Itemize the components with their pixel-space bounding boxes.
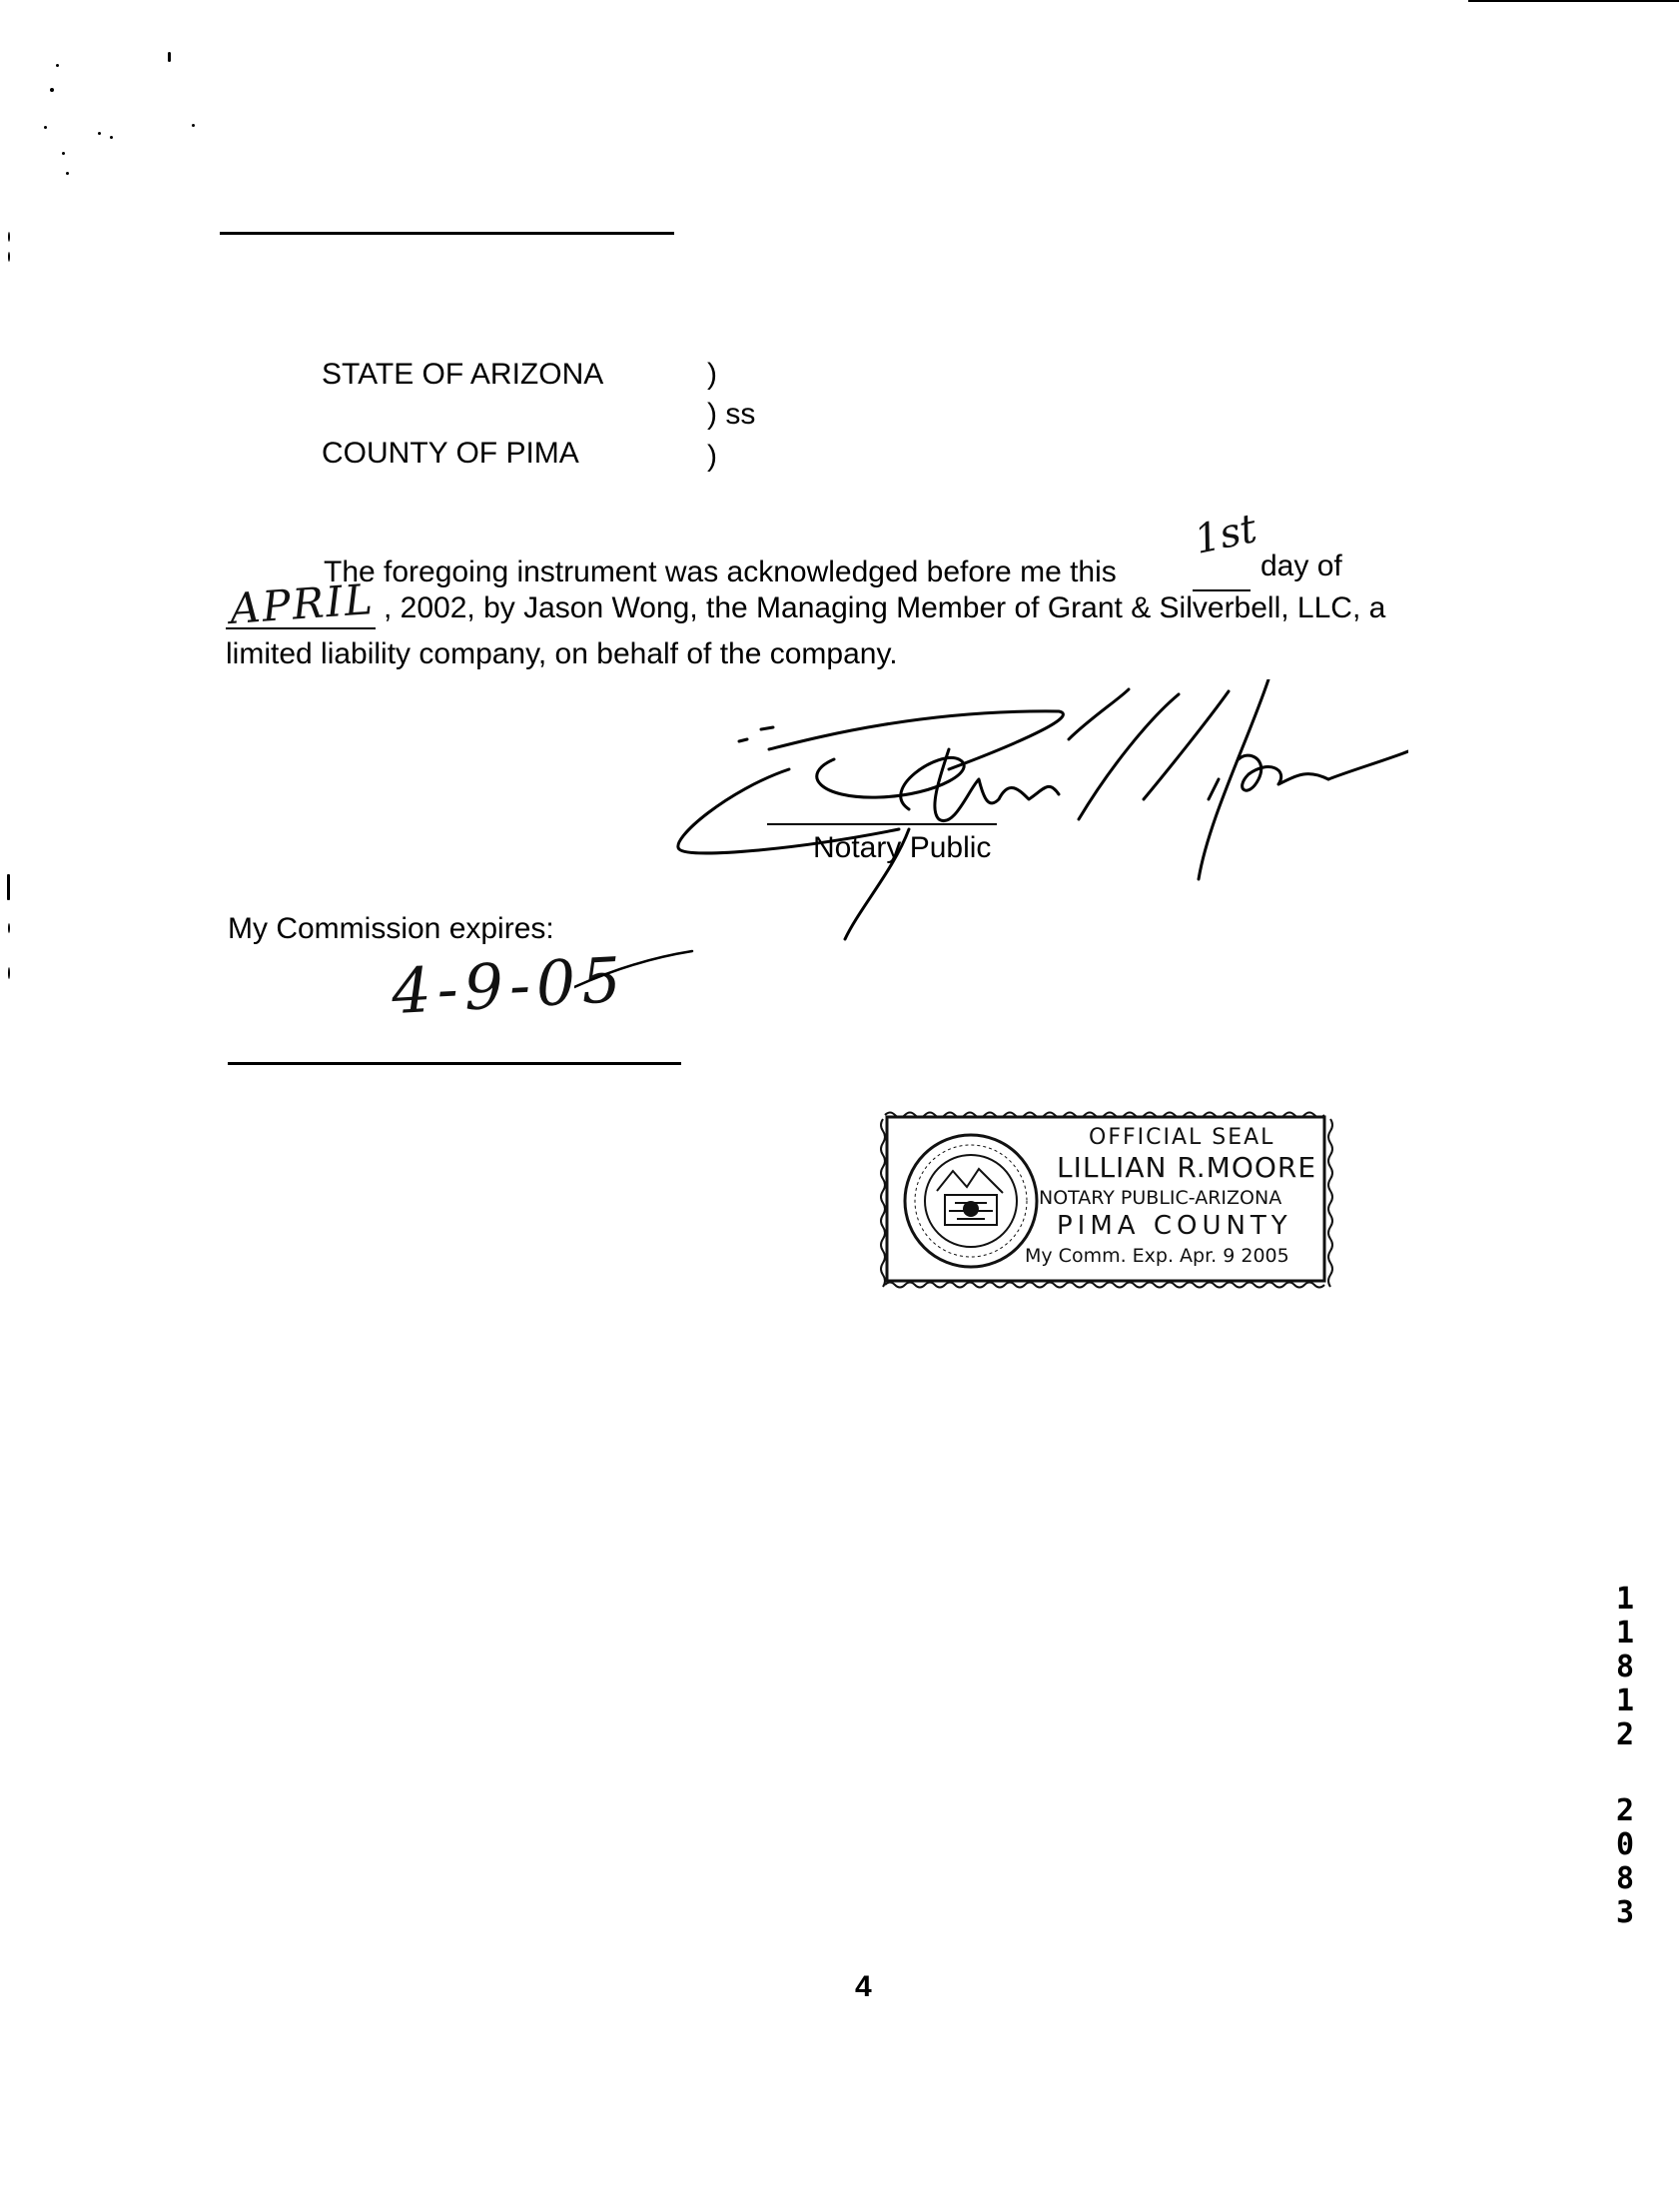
record-digit: 1	[1615, 1616, 1635, 1651]
venue-county: COUNTY OF PIMA	[322, 437, 579, 470]
record-digit: 2	[1615, 1717, 1635, 1752]
seal-line-notary: NOTARY PUBLIC-ARIZONA	[1039, 1187, 1282, 1209]
scan-speck	[50, 88, 54, 92]
ack-line-1-end: day of	[1260, 550, 1342, 582]
commission-date-handwritten: 4-9-05	[390, 942, 629, 1029]
record-digit: 2	[1615, 1793, 1635, 1828]
scan-speck	[8, 232, 10, 242]
scan-speck	[62, 152, 65, 155]
record-digit: 8	[1615, 1650, 1635, 1684]
seal-line-official: OFFICIAL SEAL	[1089, 1125, 1275, 1150]
notary-signature-line	[767, 823, 997, 825]
scan-speck	[168, 52, 171, 62]
margin-mark	[8, 923, 10, 933]
venue-state: STATE OF ARIZONA	[322, 358, 604, 391]
notary-public-label: Notary Public	[813, 831, 992, 864]
signer-name: Lillian Moore	[649, 679, 655, 680]
top-signature-line	[220, 232, 674, 235]
day-handwritten: 1st	[1190, 506, 1261, 563]
top-right-fragment-line	[1468, 0, 1679, 2]
official-seal	[879, 1107, 1336, 1293]
scan-speck	[66, 172, 69, 175]
scan-speck	[98, 132, 101, 135]
notary-signature	[649, 679, 1408, 969]
page-number: 4	[855, 1970, 872, 2003]
margin-mark	[8, 967, 10, 979]
commission-line	[228, 1062, 681, 1065]
venue-ss: ) ss	[707, 398, 756, 431]
scan-speck	[44, 126, 47, 129]
scan-speck	[8, 252, 10, 262]
record-digit: 8	[1615, 1861, 1635, 1896]
scan-speck	[192, 124, 195, 127]
venue-paren: )	[707, 440, 717, 473]
commission-label: My Commission expires:	[228, 912, 554, 945]
seal-line-expiry: My Comm. Exp. Apr. 9 2005	[1025, 1245, 1289, 1267]
record-digit: 1	[1615, 1582, 1635, 1617]
seal-line-county: PIMA COUNTY	[1057, 1211, 1292, 1241]
scan-speck	[110, 136, 113, 139]
margin-mark	[7, 874, 10, 900]
record-digit: 1	[1615, 1683, 1635, 1718]
commission-date-flourish	[574, 949, 694, 989]
scan-speck	[56, 64, 59, 67]
venue-paren: )	[707, 358, 717, 391]
seal-line-name: LILLIAN R.MOORE	[1057, 1151, 1317, 1184]
month-handwritten: APRIL	[228, 574, 377, 633]
ack-line-2: , 2002, by Jason Wong, the Managing Member of Grant & Silverbell, LLC, a	[384, 591, 1386, 624]
record-digit: 3	[1615, 1895, 1635, 1930]
record-digit: 0	[1615, 1827, 1635, 1862]
ack-line-3: limited liability company, on behalf of the company.	[226, 637, 898, 670]
ack-line-1: The foregoing instrument was acknowledged before me this	[324, 555, 1117, 588]
